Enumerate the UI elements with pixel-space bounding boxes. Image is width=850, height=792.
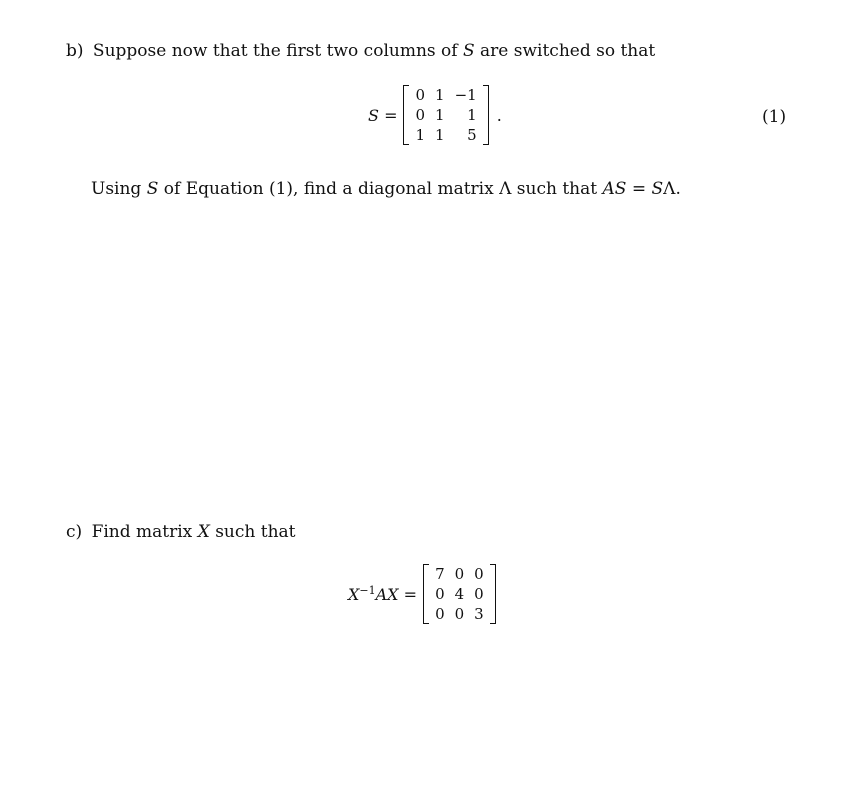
matrix-row: [430, 564, 489, 584]
matrix-s: [403, 85, 488, 145]
part-c-label: c): [66, 522, 83, 542]
matrix-cell: 7: [435, 565, 445, 583]
matrix-cell: 1: [435, 106, 445, 124]
matrix-row: [430, 604, 489, 624]
question-lambda: Λ: [499, 179, 512, 199]
matrix-s-table: [410, 85, 481, 145]
matrix-cell: 3: [474, 605, 484, 623]
matrix-cell: 0: [435, 585, 445, 603]
question-end: .: [675, 179, 681, 199]
matrix-left-bracket: [423, 564, 429, 624]
matrix-cell: 0: [454, 605, 465, 623]
part-c-tail: such that: [215, 522, 296, 542]
equation-period: .: [496, 105, 502, 125]
matrix-cell: 0: [474, 585, 484, 603]
part-c-intro: [66, 521, 296, 543]
matrix-right-bracket: [483, 85, 489, 145]
matrix-s-name: S: [368, 105, 379, 125]
part-c-var: X: [197, 522, 210, 542]
matrix-row: [410, 125, 481, 145]
part-b-intro-text: Suppose now that the first two columns of: [92, 41, 458, 61]
lhs-exponent: −1: [359, 583, 376, 597]
part-b-intro-var: S: [462, 41, 475, 61]
matrix-left-bracket: [403, 85, 409, 145]
matrix-cell: 4: [454, 585, 465, 603]
question-eq-left: AS: [602, 179, 627, 199]
part-c-text: Find matrix: [91, 522, 193, 542]
matrix-cell: 1: [467, 106, 477, 124]
equals-sign: =: [403, 584, 418, 604]
equation-x-lhs: [348, 585, 417, 604]
question-such: such that: [516, 179, 598, 199]
question-eq-right-lambda: Λ: [663, 179, 676, 199]
equation-x-matrix: [348, 564, 496, 624]
matrix-row: [410, 105, 481, 125]
matrix-row: [410, 85, 481, 105]
matrix-cell: 0: [435, 605, 445, 623]
matrix-cell: 1: [435, 126, 445, 144]
question-eq-sign: =: [631, 179, 647, 199]
part-b-question: [91, 178, 681, 200]
matrix-cell: 1: [415, 126, 426, 144]
matrix-right-bracket: [490, 564, 496, 624]
matrix-cell: 0: [415, 106, 426, 124]
matrix-cell: 1: [435, 86, 445, 104]
part-b-intro: [66, 40, 655, 62]
question-mid: of Equation (1), find a diagonal matrix: [163, 179, 494, 199]
question-prefix: Using: [91, 179, 142, 199]
matrix-cell: 0: [474, 565, 484, 583]
part-b-intro-tail: are switched so that: [480, 41, 656, 61]
lhs-ax: AX: [375, 584, 399, 604]
equation-number: (1): [762, 107, 787, 127]
matrix-cell: −1: [454, 86, 477, 104]
equation-s-lhs: [368, 106, 397, 125]
matrix-cell: 0: [415, 86, 426, 104]
matrix-diagonal: [423, 564, 496, 624]
question-var: S: [146, 179, 159, 199]
part-b-label: b): [66, 41, 84, 61]
equation-s-matrix: [368, 85, 502, 145]
lhs-x: X: [348, 584, 360, 604]
question-eq-right-s: S: [651, 179, 664, 199]
equals-sign: =: [384, 105, 398, 125]
matrix-diagonal-table: [430, 564, 489, 624]
matrix-cell: 0: [454, 565, 465, 583]
matrix-cell: 5: [467, 126, 477, 144]
matrix-row: [430, 584, 489, 604]
